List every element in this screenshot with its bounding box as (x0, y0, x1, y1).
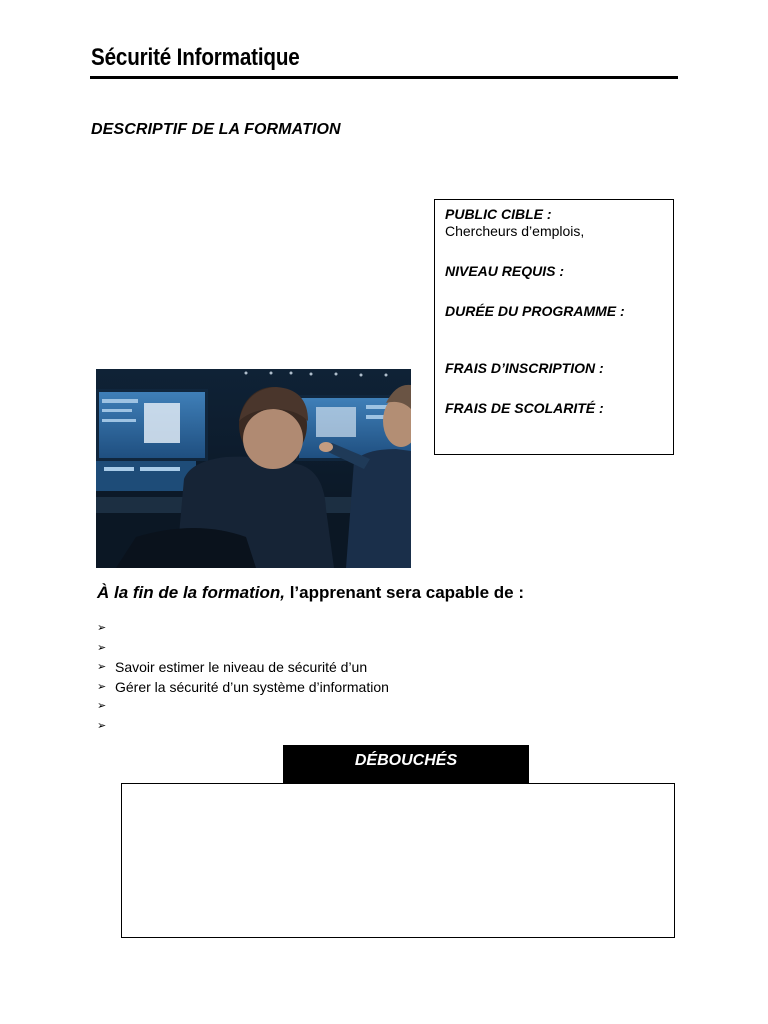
page-title: Sécurité Informatique (91, 44, 300, 71)
learning-outcomes-list (97, 619, 389, 736)
debouches-heading: DÉBOUCHÉS (283, 745, 529, 784)
list-item (97, 639, 389, 659)
arrow-bullet-icon: ➢ (97, 719, 107, 732)
list-item-text: Gérer la sécurité d’un système d’information (115, 678, 389, 695)
list-item (97, 697, 389, 717)
arrow-bullet-icon: ➢ (97, 622, 107, 634)
public-cible-label: PUBLIC CIBLE : (445, 206, 552, 222)
learning-outcomes-intro-italic: À la fin de la formation, (97, 583, 285, 602)
debouches-box (121, 783, 675, 938)
list-item (97, 658, 389, 678)
arrow-bullet-icon: ➢ (97, 680, 107, 693)
list-item (97, 619, 389, 639)
duree-programme-label: DURÉE DU PROGRAMME : (445, 303, 625, 319)
arrow-bullet-icon: ➢ (97, 661, 107, 673)
public-cible-value: Chercheurs d’emplois, (445, 223, 585, 239)
arrow-bullet-icon: ➢ (97, 641, 107, 654)
info-box (434, 199, 674, 455)
niveau-requis-label: NIVEAU REQUIS : (445, 263, 565, 279)
frais-scolarite-label: FRAIS DE SCOLARITÉ : (445, 400, 604, 416)
learning-outcomes-intro-rest: l’apprenant sera capable de : (284, 583, 524, 602)
list-item (97, 678, 389, 698)
list-item-text: Savoir estimer le niveau de sécurité d’un (115, 659, 368, 675)
title-divider (90, 76, 678, 79)
learning-outcomes-heading (97, 583, 524, 603)
section-heading: DESCRIPTIF DE LA FORMATION (91, 121, 341, 138)
photo-two-people-at-monitors-icon (96, 369, 411, 568)
list-item (97, 717, 389, 737)
frais-inscription-label: FRAIS D’INSCRIPTION : (445, 360, 604, 376)
arrow-bullet-icon: ➢ (97, 700, 107, 712)
